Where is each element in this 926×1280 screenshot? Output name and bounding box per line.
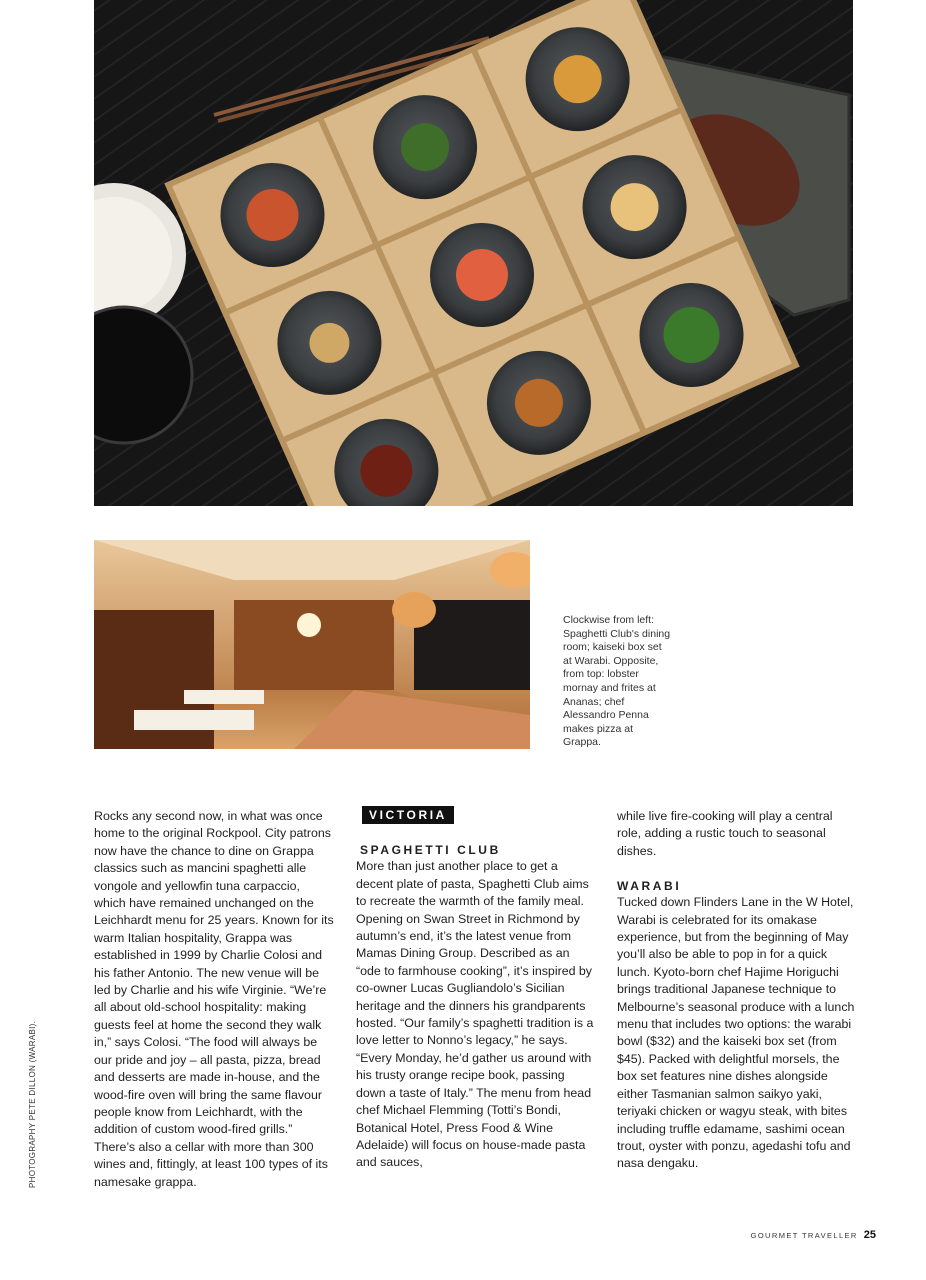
photo-credit: PHOTOGRAPHY PETE DILLON (WARABI). <box>28 1020 37 1188</box>
article-column-3 <box>617 808 857 1173</box>
photo-spaghetti-club-dining-room <box>94 540 530 749</box>
kaiseki-box-illustration <box>94 0 853 506</box>
warabi-paragraph: Tucked down Flinders Lane in the W Hotel, Warabi is celebrated for its omakase experience, but from the beginning of May you’ll also be able to pop in for a quick lunch. Kyoto-born chef Hajime Horiguchi brings traditional Japanese technique to Melbourne’s seasonal produce with a lunch menu that includes two options: the warabi bowl ($32) and the kaiseki box set (from $45). Packed with delightful morsels, the box set features nine dishes alongside either Tasmanian salmon saikyo yaki, teriyaki chicken or wagyu steak, with bites including truffle edamame, sashimi ocean trout, oyster with ponzu, agedashi tofu and nasa dengaku. <box>617 895 855 1171</box>
page-number: 25 <box>863 1229 876 1241</box>
spaghetti-club-continued: while live fire-cooking will play a central role, adding a rustic touch to seasonal dishes. <box>617 809 833 858</box>
region-tag-victoria: VICTORIA <box>362 806 454 824</box>
article-column-1 <box>94 808 334 1191</box>
magazine-name: GOURMET TRAVELLER <box>750 1231 858 1240</box>
heading-spaghetti-club: SPAGHETTI CLUB <box>360 843 501 858</box>
page-folio <box>751 1229 876 1241</box>
article-column-2 <box>356 806 596 1172</box>
hero-photo-kaiseki-box <box>94 0 853 506</box>
grappa-paragraph: Rocks any second now, in what was once home to the original Rockpool. City patrons now have the chance to dine on Grappa classics such as mancini spaghetti alle vongole and yellowfin tuna carpaccio, which have remained unchanged on the Leichhardt menu for 25 years. Known for its warm Italian hospitality, Grappa was established in 1999 by Charlie Colosi and his father Antonio. The new venue will be led by Charlie and his wife Virginie. “We’re all about old-school hospitality: making guests feel at home the second they walk in,” says Colosi. “The food will always be our pride and joy – all pasta, pizza, bread and desserts are made in-house, and the wood-fire oven will bring the same flavour people know from Leichhardt, with the addition of custom wood-fired grills.” There’s also a cellar with more than 300 wines and, fittingly, at least 100 types of its namesake grappa. <box>94 809 334 1189</box>
dining-room-illustration <box>94 540 530 749</box>
photo-caption: Clockwise from left: Spaghetti Club's dining room; kaiseki box set at Warabi. Opposite, from top: lobster mornay and frites at Ananas; chef Alessandro Penna makes pizza at Grappa. <box>563 614 671 749</box>
heading-warabi: WARABI <box>617 879 682 894</box>
spaghetti-club-paragraph: More than just another place to get a decent plate of pasta, Spaghetti Club aims to recreate the warmth of the family meal. Opening on Swan Street in Richmond by autumn’s end, it’s the latest venue from Mamas Dining Group. Described as an “ode to farmhouse cooking”, it’s inspired by co-owner Lucas Gugliandolo’s Sicilian heritage and the dinners his grandparents hosted. “Our family’s spaghetti tradition is a love letter to Nonno’s legacy,” he says. “Every Monday, he’d gather us around with his trusty orange recipe book, passing down a taste of Italy.” The menu from head chef Michael Flemming (Totti’s Bondi, Botanical Hotel, Press Food & Wine Adelaide) will focus on house-made pasta and sauces, <box>356 859 594 1170</box>
